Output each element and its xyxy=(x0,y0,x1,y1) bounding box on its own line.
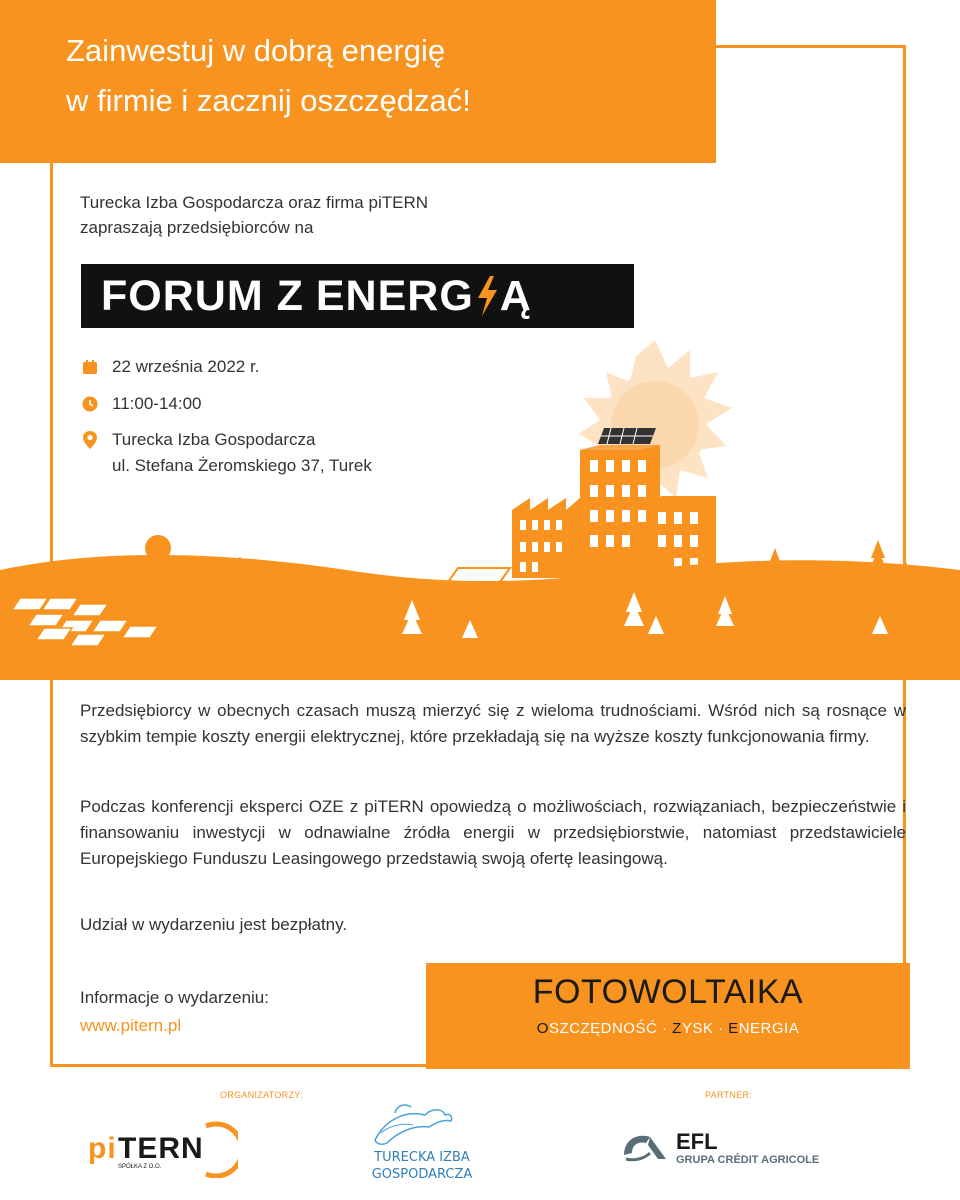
info-label: Informacje o wydarzeniu: xyxy=(80,988,269,1007)
intro-line-1: Turecka Izba Gospodarcza oraz firma piTERN xyxy=(80,193,428,212)
clock-icon xyxy=(80,391,100,417)
tag-sep-2: · xyxy=(713,1020,729,1037)
efl-subtitle: GRUPA CRÉDIT AGRICOLE xyxy=(676,1154,820,1166)
event-title-part-2: ENERG xyxy=(315,271,474,320)
turecka-logo xyxy=(355,1095,490,1185)
event-date xyxy=(80,354,259,380)
tag-sep-1: · xyxy=(657,1020,673,1037)
event-title xyxy=(81,264,634,328)
factory-building xyxy=(512,498,580,578)
credit-agricole-emblem-icon xyxy=(624,1136,666,1160)
headline-line-2: w firmie i zacznij oszczędzać! xyxy=(66,83,471,118)
tag-word-2: YSK xyxy=(681,1020,714,1037)
partner-label: PARTNER: xyxy=(705,1090,753,1100)
event-title-part-3: Ą xyxy=(499,271,532,320)
headline-line-1: Zainwestuj w dobrą energię xyxy=(66,33,446,68)
tag-letter-o: O xyxy=(536,1020,549,1037)
turecka-line-2: GOSPODARCZA xyxy=(371,1167,473,1182)
pitern-subtitle: SPÓŁKA Z O.O. xyxy=(118,1164,162,1170)
event-time-text: 11:00-14:00 xyxy=(112,394,202,413)
intro-text xyxy=(80,190,428,240)
turecka-line-1: TURECKA IZBA xyxy=(374,1150,470,1165)
tag-word-3: NERGIA xyxy=(738,1020,800,1037)
event-title-part-1: FORUM Z xyxy=(101,271,304,320)
tag-word-1: SZCZĘDNOŚĆ xyxy=(548,1020,658,1037)
pitern-pi: pi xyxy=(88,1132,117,1165)
paragraph-1: Przedsiębiorcy w obecnych czasach muszą mierzyć się z wieloma trudnościami. Wśród nich są rosnące w szybkim tempie koszty energii elektrycznej, które przekładają się na wyższe koszty funkcjonowania firmy. xyxy=(80,701,906,746)
event-venue xyxy=(80,427,372,479)
website-link[interactable]: www.pitern.pl xyxy=(80,1016,182,1035)
venue-name: Turecka Izba Gospodarcza xyxy=(112,430,316,449)
pv-title: FOTOWOLTAIKA xyxy=(532,973,804,1011)
pitern-tern: TERN xyxy=(118,1132,204,1165)
bull-emblem-icon xyxy=(375,1110,452,1145)
paragraph-3: Udział w wydarzeniu jest bezpłatny. xyxy=(80,915,348,934)
headline-banner xyxy=(0,0,716,163)
tag-letter-z: Z xyxy=(672,1020,682,1037)
fotowoltaika-box xyxy=(426,963,910,1069)
event-date-text: 22 września 2022 r. xyxy=(112,357,260,376)
lightning-bolt-icon xyxy=(474,274,500,318)
pv-tagline xyxy=(426,1020,910,1037)
paragraph-2: Podczas konferencji eksperci OZE z piTERN opowiedzą o możliwościach, rozwiązaniach, bezpieczeństwie i finansowaniu inwestycji w odnawialne źródła energii w przedsiębiorstwie, natomiast przedstawiciele Europejskiego Funduszu Leasingowego przedstawią swoją ofertę leasingową. xyxy=(80,797,906,868)
intro-line-2: zapraszają przedsiębiorców na xyxy=(80,218,314,237)
efl-logo xyxy=(620,1125,880,1170)
location-pin-icon xyxy=(80,427,100,453)
tag-letter-e: E xyxy=(728,1020,739,1037)
efl-name: EFL xyxy=(676,1129,718,1154)
event-time xyxy=(80,391,201,417)
venue-address: ul. Stefana Żeromskiego 37, Turek xyxy=(112,456,372,475)
pitern-logo xyxy=(88,1118,238,1178)
organizers-label: ORGANIZATORZY: xyxy=(220,1090,303,1100)
rooftop-solar-panel xyxy=(598,428,656,444)
calendar-icon xyxy=(80,354,100,380)
